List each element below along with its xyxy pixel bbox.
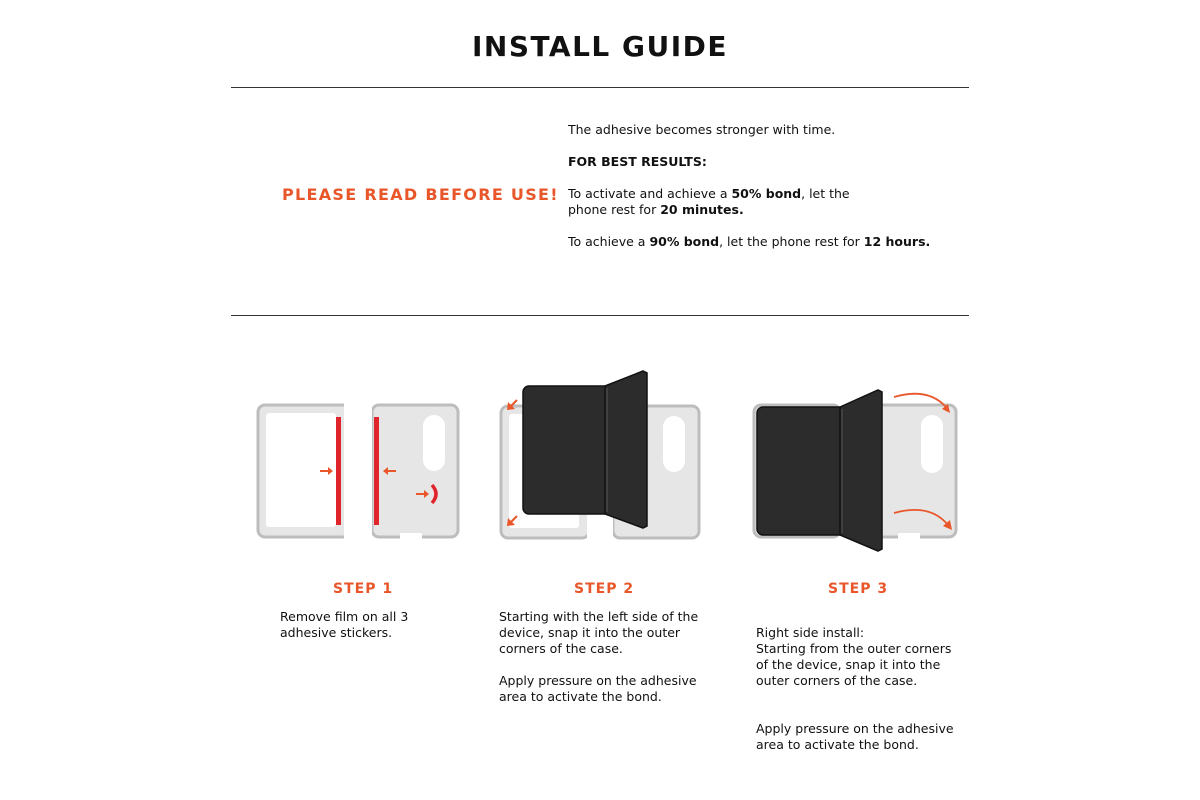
best-results-heading: FOR BEST RESULTS: [568, 154, 707, 169]
step2-illustration [495, 368, 705, 543]
adhesive-info [568, 122, 968, 266]
info-line: The adhesive becomes stronger with time. [568, 122, 836, 137]
step1-illustration [250, 395, 465, 545]
divider-top [231, 87, 969, 88]
page-title: INSTALL GUIDE [471, 30, 729, 63]
step3-text: Right side install: Starting from the outer corners of the device, snap it into the outer corners of the case. Apply pressure on the adhesive area to activate the bond. [756, 625, 954, 752]
step3-illustration [748, 385, 963, 555]
step1-text: Remove film on all 3 adhesive stickers. [280, 609, 409, 640]
info-50-bond: To activate and achieve a 50% bond, let the phone rest for 20 minutes. [568, 186, 850, 217]
adhesive-strip-left [336, 417, 341, 525]
divider-middle [231, 315, 969, 316]
warning-label: PLEASE READ BEFORE USE! [282, 185, 559, 204]
phone-case-open-icon [258, 400, 458, 542]
step1-title: STEP 1 [333, 581, 394, 597]
foldable-phone-icon [523, 371, 647, 528]
step3-title: STEP 3 [828, 581, 889, 597]
step2-text: Starting with the left side of the device, snap it into the outer corners of the case. Apply pressure on the adhesive area to activate the bond. [499, 609, 699, 704]
adhesive-strip-right [374, 417, 379, 525]
foldable-phone-icon [757, 390, 882, 551]
step2-title: STEP 2 [574, 581, 635, 597]
info-90-bond: To achieve a 90% bond, let the phone rest for 12 hours. [568, 234, 931, 249]
